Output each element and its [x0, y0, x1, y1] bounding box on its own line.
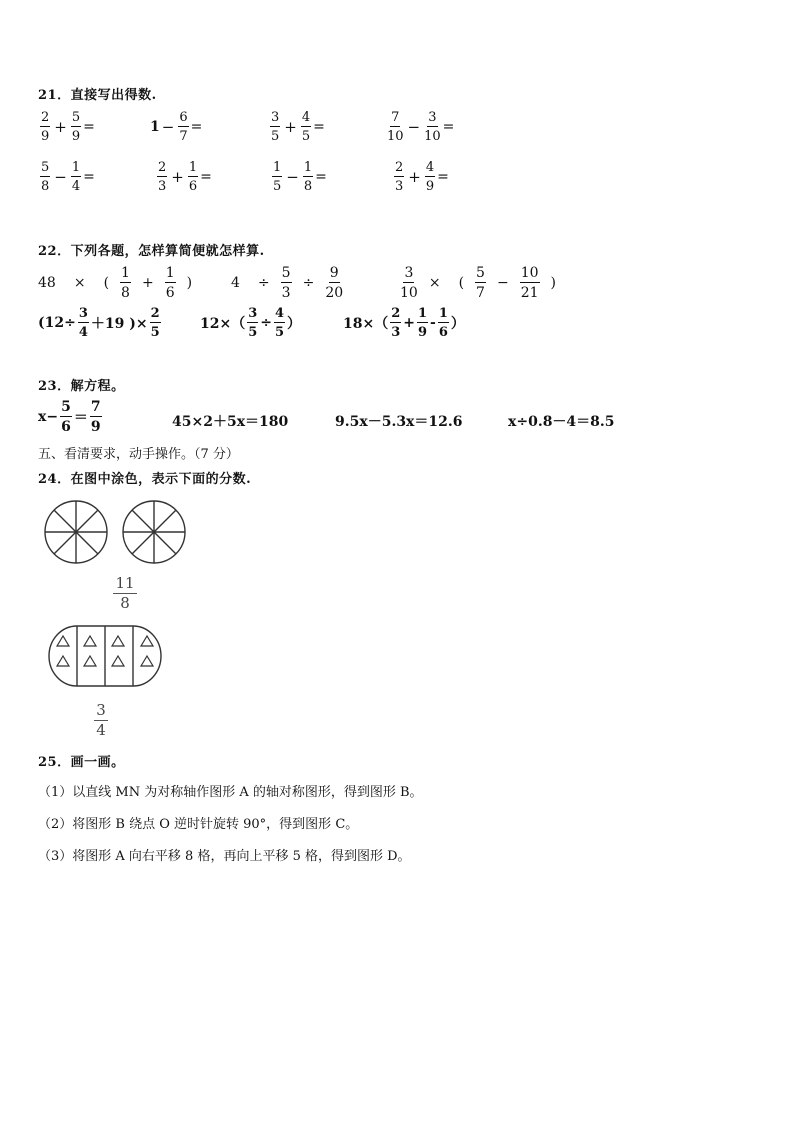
q24-circles-figure — [44, 500, 204, 564]
circle-1 — [45, 501, 107, 563]
section5-heading: 五、看清要求，动手操作。（7 分） — [38, 447, 239, 462]
q21-expr-6: $\frac{2}{3}$ + $\frac{1}{6}$ = — [158, 160, 212, 194]
q24-stadium-figure — [47, 624, 163, 688]
q21-expr-3: $\frac{3}{5}$ + $\frac{4}{5}$ = — [271, 110, 325, 144]
q22-heading: 22．下列各题，怎样算简便就怎样算. — [38, 244, 265, 259]
q22-expr-1: 48 × ( $\frac{1}{8}$ + $\frac{1}{6}$ ) — [38, 265, 193, 301]
q23-eq-3: 9.5x－5.3x＝12.6 — [335, 414, 463, 430]
q25-step-2: （2）将图形 B 绕点 O 逆时针旋转 90°，得到图形 C。 — [38, 817, 359, 832]
q22-expr-4: (12÷ $\frac{3}{4}$ ＋19 )× $\frac{2}{5}$ — [38, 306, 160, 340]
q25-step-1: （1）以直线 MN 为对称轴作图形 A 的轴对称图形，得到图形 B。 — [38, 785, 423, 800]
q22-expr-6: 18×（ $\frac{2}{3}$ + $\frac{1}{9}$ - $\frac{1}{6}$ ） — [343, 306, 465, 340]
q23-eq-4: x÷0.8－4＝8.5 — [508, 414, 615, 430]
q21-heading: 21．直接写出得数. — [38, 88, 157, 103]
circle-2 — [123, 501, 185, 563]
q21-expr-2: 1 − $\frac{6}{7}$ = — [150, 110, 203, 144]
q22-expr-5: 12×（ $\frac{3}{5}$ ÷ $\frac{4}{5}$ ） — [200, 306, 302, 340]
q24-fraction-2: 3 4 — [96, 701, 106, 739]
q21-expr-4: $\frac{7}{10}$ − $\frac{3}{10}$ = — [387, 110, 455, 144]
q21-expr-8: $\frac{2}{3}$ + $\frac{4}{9}$ = — [395, 160, 449, 194]
q25-step-3: （3）将图形 A 向右平移 8 格，再向上平移 5 格，得到图形 D。 — [38, 849, 411, 864]
q21-expr-1: $\frac{2}{9}$ + $\frac{5}{9}$ = — [41, 110, 95, 144]
q22-expr-3: $\frac{3}{10}$ × ( $\frac{5}{7}$ − $\frac{10}{21}$ ) — [400, 265, 556, 301]
q21-expr-5: $\frac{5}{8}$ − $\frac{1}{4}$ = — [41, 160, 95, 194]
q24-fraction-1: 11 8 — [115, 574, 135, 612]
q21-expr-7: $\frac{1}{5}$ − $\frac{1}{8}$ = — [273, 160, 327, 194]
q24-heading: 24．在图中涂色，表示下面的分数. — [38, 472, 252, 487]
q23-eq-2: 45×2＋5x＝180 — [172, 414, 289, 430]
q23-eq-1: x− $\frac{5}{6}$ ＝ $\frac{7}{9}$ — [38, 399, 101, 435]
q25-heading: 25．画一画。 — [38, 755, 125, 770]
q23-heading: 23．解方程。 — [38, 379, 125, 394]
q22-expr-2: 4 ÷ $\frac{5}{3}$ ÷ $\frac{9}{20}$ — [231, 265, 344, 301]
